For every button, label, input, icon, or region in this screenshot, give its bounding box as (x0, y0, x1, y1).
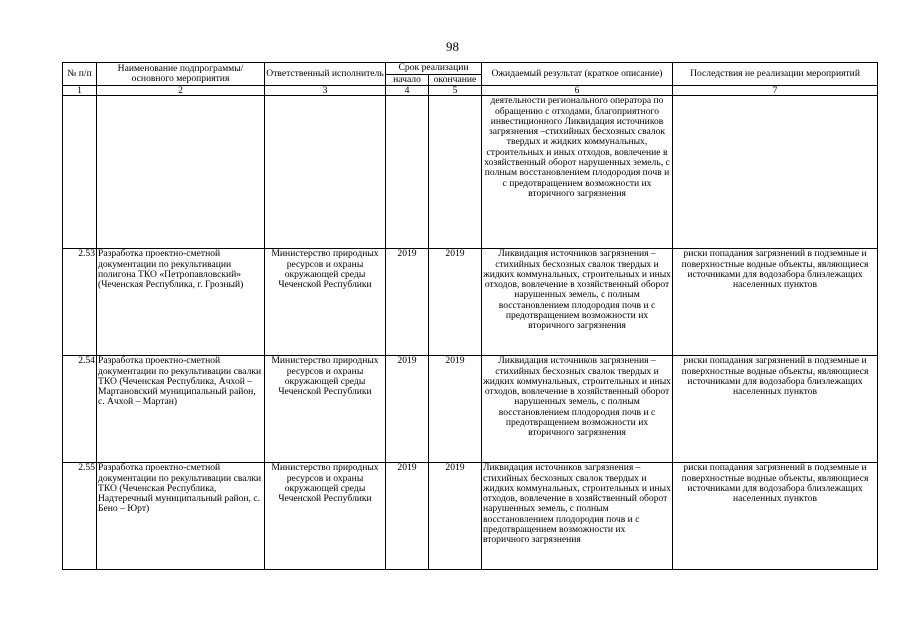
column-number: 7 (673, 86, 878, 96)
cell-empty (429, 96, 482, 249)
measure-name: Разработка проектно-сметной документации по рекультивации свалки ТКО (Чеченская Республика, Надтеречный муниципальный район, с. Бено – Юрт) (97, 463, 265, 570)
header-row (63, 63, 878, 75)
cell-empty (63, 96, 97, 249)
cell-empty (265, 96, 386, 249)
end-year: 2019 (429, 356, 482, 463)
expected-result: Ликвидация источников загрязнения –стихийных бесхозных свалок твердых и жидких коммунальных, строительных и иных отходов, вовлечение в хозяйственный оборот нарушенных земель, с полным восстановлением плодородия почв и с предотвращением возможности их вторичного загрязнения (482, 356, 673, 463)
consequences: риски попадания загрязнений в подземные и поверхностные водные объекты, являющиеся источниками для водозабора близлежащих населенных пунктов (673, 249, 878, 356)
continuation-row (63, 96, 878, 249)
consequences: риски попадания загрязнений в подземные и поверхностные водные объекты, являющиеся источниками для водозабора близлежащих населенных пунктов (673, 356, 878, 463)
table-row (63, 249, 878, 356)
header-end: окончание (429, 75, 482, 86)
start-year: 2019 (386, 249, 429, 356)
start-year: 2019 (386, 463, 429, 570)
column-number: 3 (265, 86, 386, 96)
header-period: Срок реализации (386, 63, 482, 75)
consequences: риски попадания загрязнений в подземные и поверхностные водные объекты, являющиеся источниками для водозабора близлежащих населенных пунктов (673, 463, 878, 570)
table-row (63, 356, 878, 463)
end-year: 2019 (429, 249, 482, 356)
column-number: 5 (429, 86, 482, 96)
end-year: 2019 (429, 463, 482, 570)
measure-name: Разработка проектно-сметной документации по рекультивации полигона ТКО «Петропавловский» (Чеченская Республика, г. Грозный) (97, 249, 265, 356)
header-executor: Ответственный исполнитель (265, 63, 386, 86)
cell-empty (673, 96, 878, 249)
continuation-result: деятельности регионального оператора по обращению с отходами, благоприятного инвестиционного Ликвидация источников загрязнения –стихийных бесхозных свалок твердых и жидких коммунальных, строительных и иных отходов, вовлечение в хозяйственный оборот нарушенных земель, с полным восстановлением плодородия почв и с предотвращением возможности их вторичного загрязнения (482, 96, 673, 249)
cell-empty (386, 96, 429, 249)
measure-name: Разработка проектно-сметной документации по рекультивации свалки ТКО (Чеченская Республика, Ачхой – Мартановский муниципальный район, с. Ачхой – Мартан) (97, 356, 265, 463)
column-number: 6 (482, 86, 673, 96)
page-number: 98 (446, 39, 459, 54)
executor: Министерство природных ресурсов и охраны окружающей среды Чеченской Республики (265, 356, 386, 463)
header-start: начало (386, 75, 429, 86)
cell-empty (97, 96, 265, 249)
header-name: Наименование подпрограммы/ основного мероприятия (97, 63, 265, 86)
executor: Министерство природных ресурсов и охраны окружающей среды Чеченской Республики (265, 463, 386, 570)
measures-table (62, 62, 878, 570)
header-num: № п/п (63, 63, 97, 86)
start-year: 2019 (386, 356, 429, 463)
table-row (63, 463, 878, 570)
row-number: 2.53 (63, 249, 97, 356)
row-number: 2.55 (63, 463, 97, 570)
column-number: 1 (63, 86, 97, 96)
header-consequences: Последствия не реализации мероприятий (673, 63, 878, 86)
column-number: 4 (386, 86, 429, 96)
column-number-row (63, 86, 878, 96)
column-number: 2 (97, 86, 265, 96)
row-number: 2.54 (63, 356, 97, 463)
expected-result: Ликвидация источников загрязнения –стихийных бесхозных свалок твердых и жидких коммунальных, строительных и иных отходов, вовлечение в хозяйственный оборот нарушенных земель, с полным восстановлением плодородия почв и с предотвращением возможности их вторичного загрязнения (482, 249, 673, 356)
executor: Министерство природных ресурсов и охраны окружающей среды Чеченской Республики (265, 249, 386, 356)
header-result: Ожидаемый результат (краткое описание) (482, 63, 673, 86)
expected-result: Ликвидация источников загрязнения –стихийных бесхозных свалок твердых и жидких коммунальных, строительных и иных отходов, вовлечение в хозяйственный оборот нарушенных земель, с полным восстановлением плодородия почв и с предотвращением возможности их вторичного загрязнения (482, 463, 673, 570)
